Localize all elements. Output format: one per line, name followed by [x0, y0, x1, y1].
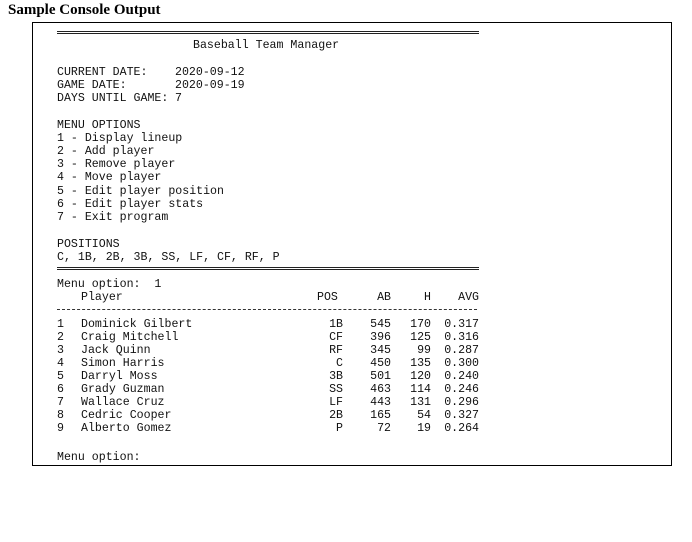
menu-item: 7 - Exit program: [57, 211, 169, 224]
menu-title: MENU OPTIONS: [57, 119, 141, 132]
console-window: [32, 22, 672, 466]
menu-item: 5 - Edit player position: [57, 185, 224, 198]
player-avg: 0.287: [444, 344, 479, 357]
player-h: 54: [417, 409, 431, 422]
game-date-label: GAME DATE:: [57, 79, 127, 92]
player-h: 125: [410, 331, 431, 344]
table-divider: [57, 309, 477, 310]
player-h: 19: [417, 422, 431, 435]
menu-item: 1 - Display lineup: [57, 132, 183, 145]
current-date-value: 2020-09-12: [175, 66, 245, 79]
row-number: 2: [57, 331, 64, 344]
header-h: H: [424, 291, 431, 304]
player-name: Jack Quinn: [81, 344, 151, 357]
player-pos: 2B: [329, 409, 343, 422]
player-h: 99: [417, 344, 431, 357]
table-header: [57, 291, 487, 304]
player-avg: 0.327: [444, 409, 479, 422]
header-player: Player: [81, 291, 123, 304]
page-heading: Sample Console Output: [8, 2, 161, 18]
row-number: 8: [57, 409, 64, 422]
player-name: Wallace Cruz: [81, 396, 165, 409]
row-number: 4: [57, 357, 64, 370]
player-avg: 0.264: [444, 422, 479, 435]
player-ab: 72: [377, 422, 391, 435]
days-until-label: DAYS UNTIL GAME:: [57, 92, 169, 105]
player-ab: 443: [370, 396, 391, 409]
player-name: Cedric Cooper: [81, 409, 172, 422]
player-h: 114: [410, 383, 431, 396]
table-row: [57, 344, 487, 357]
menu-item: 4 - Move player: [57, 171, 162, 184]
menu-option-input[interactable]: Menu option: 1: [57, 278, 162, 291]
row-number: 1: [57, 318, 64, 331]
player-ab: 501: [370, 370, 391, 383]
menu-item: 2 - Add player: [57, 145, 155, 158]
player-name: Dominick Gilbert: [81, 318, 193, 331]
table-row: [57, 357, 487, 370]
player-avg: 0.296: [444, 396, 479, 409]
header-avg: AVG: [458, 291, 479, 304]
menu-option-prompt[interactable]: Menu option:: [57, 451, 141, 464]
table-row: [57, 331, 487, 344]
player-avg: 0.246: [444, 383, 479, 396]
player-avg: 0.240: [444, 370, 479, 383]
player-pos: C: [336, 357, 343, 370]
current-date-row: [57, 66, 245, 79]
player-pos: P: [336, 422, 343, 435]
player-name: Grady Guzman: [81, 383, 165, 396]
table-row: [57, 422, 487, 435]
positions-list: C, 1B, 2B, 3B, SS, LF, CF, RF, P: [57, 251, 280, 264]
player-ab: 396: [370, 331, 391, 344]
row-number: 5: [57, 370, 64, 383]
header-ab: AB: [377, 291, 391, 304]
player-pos: CF: [329, 331, 343, 344]
days-until-row: [57, 92, 182, 105]
game-date-row: [57, 79, 245, 92]
days-until-value: 7: [175, 92, 182, 105]
row-number: 3: [57, 344, 64, 357]
player-pos: 3B: [329, 370, 343, 383]
table-row: [57, 383, 487, 396]
row-number: 9: [57, 422, 64, 435]
top-divider: [57, 31, 479, 34]
menu-item: 6 - Edit player stats: [57, 198, 204, 211]
game-date-value: 2020-09-19: [175, 79, 245, 92]
player-name: Darryl Moss: [81, 370, 158, 383]
player-h: 120: [410, 370, 431, 383]
row-number: 7: [57, 396, 64, 409]
player-pos: 1B: [329, 318, 343, 331]
player-h: 131: [410, 396, 431, 409]
player-avg: 0.317: [444, 318, 479, 331]
table-row: [57, 396, 487, 409]
player-pos: RF: [329, 344, 343, 357]
player-ab: 345: [370, 344, 391, 357]
player-h: 170: [410, 318, 431, 331]
player-pos: SS: [329, 383, 343, 396]
player-ab: 545: [370, 318, 391, 331]
player-avg: 0.316: [444, 331, 479, 344]
player-name: Simon Harris: [81, 357, 165, 370]
current-date-label: CURRENT DATE:: [57, 66, 148, 79]
player-ab: 450: [370, 357, 391, 370]
table-row: [57, 409, 487, 422]
row-number: 6: [57, 383, 64, 396]
player-name: Alberto Gomez: [81, 422, 172, 435]
middle-divider: [57, 267, 479, 270]
player-avg: 0.300: [444, 357, 479, 370]
header-pos: POS: [317, 291, 338, 304]
menu-item: 3 - Remove player: [57, 158, 176, 171]
table-row: [57, 318, 487, 331]
player-h: 135: [410, 357, 431, 370]
app-title: Baseball Team Manager: [193, 39, 340, 52]
player-ab: 165: [370, 409, 391, 422]
player-ab: 463: [370, 383, 391, 396]
player-pos: LF: [329, 396, 343, 409]
table-row: [57, 370, 487, 383]
positions-title: POSITIONS: [57, 238, 120, 251]
player-name: Craig Mitchell: [81, 331, 179, 344]
